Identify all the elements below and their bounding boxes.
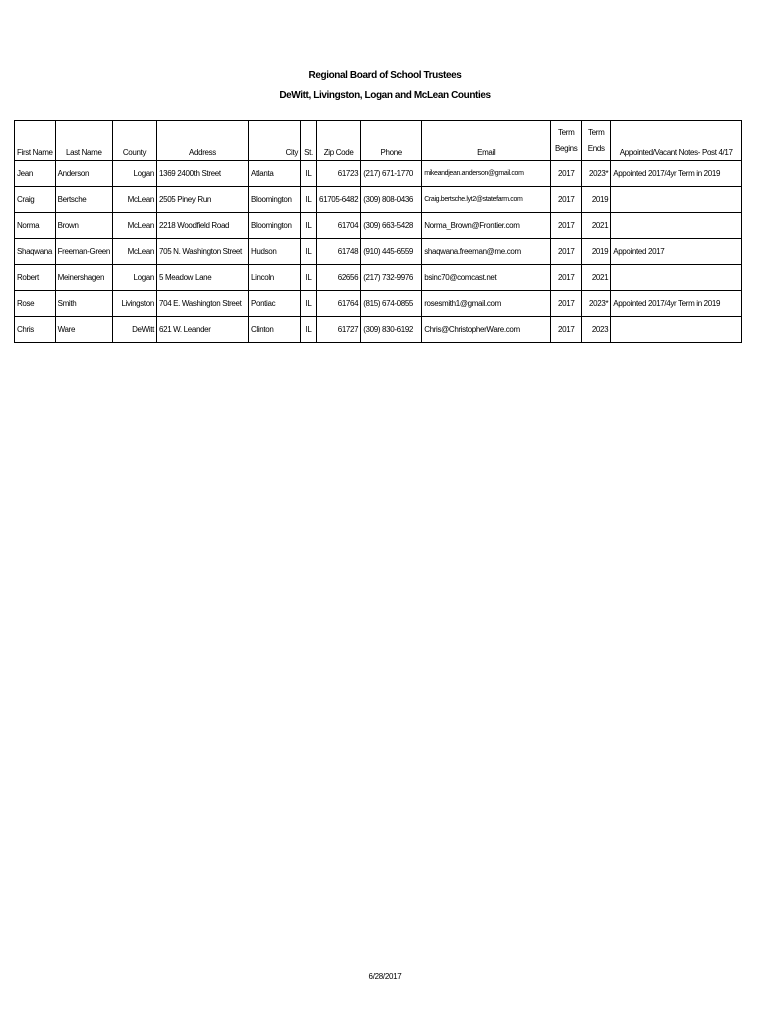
col-state: St. [301,121,317,161]
cell-city: Atlanta [249,161,301,187]
col-address: Address [157,121,249,161]
cell-county: Logan [113,265,157,291]
cell-term-begins: 2017 [551,187,582,213]
cell-term-ends: 2021 [582,265,611,291]
cell-first-name: Craig [15,187,56,213]
cell-term-begins: 2017 [551,317,582,343]
header-row [15,121,742,161]
cell-address: 621 W. Leander [157,317,249,343]
cell-zip: 61704 [317,213,361,239]
cell-zip: 62656 [317,265,361,291]
cell-first-name: Chris [15,317,56,343]
cell-city: Bloomington [249,213,301,239]
cell-county: McLean [113,213,157,239]
cell-term-ends: 2023* [582,291,611,317]
cell-email: shaqwana.freeman@me.com [422,239,551,265]
table-row [15,187,742,213]
cell-last-name: Anderson [55,161,112,187]
cell-first-name: Shaqwana [15,239,56,265]
col-county: County [113,121,157,161]
cell-phone: (309) 830-6192 [361,317,422,343]
cell-county: Livingston [113,291,157,317]
cell-notes: Appointed 2017 [611,239,742,265]
cell-zip: 61748 [317,239,361,265]
cell-first-name: Rose [15,291,56,317]
cell-state: IL [301,161,317,187]
cell-last-name: Freeman-Green [55,239,112,265]
trustees-table [14,120,742,343]
cell-city: Bloomington [249,187,301,213]
cell-state: IL [301,317,317,343]
cell-term-ends: 2021 [582,213,611,239]
col-zip: Zip Code [317,121,361,161]
cell-term-begins: 2017 [551,265,582,291]
cell-notes [611,187,742,213]
cell-first-name: Norma [15,213,56,239]
document-title: Regional Board of School Trustees [308,70,462,81]
cell-term-begins: 2017 [551,213,582,239]
term-begins-line1: Term [558,128,575,137]
cell-first-name: Jean [15,161,56,187]
table-row [15,161,742,187]
cell-address: 2218 Woodfield Road [157,213,249,239]
cell-last-name: Ware [55,317,112,343]
cell-term-begins: 2017 [551,291,582,317]
cell-last-name: Meinershagen [55,265,112,291]
cell-state: IL [301,187,317,213]
cell-address: 1369 2400th Street [157,161,249,187]
cell-zip: 61723 [317,161,361,187]
cell-term-begins: 2017 [551,239,582,265]
cell-county: DeWitt [113,317,157,343]
col-email: Email [422,121,551,161]
cell-zip: 61764 [317,291,361,317]
col-last-name: Last Name [55,121,112,161]
table-row [15,265,742,291]
cell-phone: (910) 445-6559 [361,239,422,265]
cell-email: bsinc70@comcast.net [422,265,551,291]
cell-state: IL [301,291,317,317]
cell-last-name: Smith [55,291,112,317]
cell-state: IL [301,265,317,291]
cell-email: Chris@ChristopherWare.com [422,317,551,343]
col-notes: Appointed/Vacant Notes- Post 4/17 [611,121,742,161]
cell-zip: 61727 [317,317,361,343]
cell-city: Pontiac [249,291,301,317]
cell-term-begins: 2017 [551,161,582,187]
cell-county: Logan [113,161,157,187]
cell-address: 704 E. Washington Street [157,291,249,317]
cell-last-name: Bertsche [55,187,112,213]
cell-email: mikeandjean.anderson@gmail.com [422,161,551,187]
cell-phone: (815) 674-0855 [361,291,422,317]
cell-notes: Appointed 2017/4yr Term in 2019 [611,291,742,317]
cell-county: McLean [113,187,157,213]
col-city: City [249,121,301,161]
col-first-name: First Name [15,121,56,161]
cell-first-name: Robert [15,265,56,291]
cell-notes [611,317,742,343]
cell-zip: 61705-6482 [317,187,361,213]
cell-state: IL [301,213,317,239]
cell-email: rosesmith1@gmail.com [422,291,551,317]
cell-email: Norma_Brown@Frontier.com [422,213,551,239]
cell-address: 705 N. Washington Street [157,239,249,265]
cell-term-ends: 2019 [582,239,611,265]
term-ends-line2: Ends [587,144,605,153]
cell-address: 5 Meadow Lane [157,265,249,291]
cell-city: Hudson [249,239,301,265]
table-row [15,291,742,317]
cell-last-name: Brown [55,213,112,239]
term-ends-line1: Term [588,128,605,137]
document-subtitle: DeWitt, Livingston, Logan and McLean Counties [279,90,491,101]
cell-city: Lincoln [249,265,301,291]
col-term-ends [582,121,611,161]
cell-county: McLean [113,239,157,265]
cell-notes: Appointed 2017/4yr Term in 2019 [611,161,742,187]
col-phone: Phone [361,121,422,161]
cell-notes [611,213,742,239]
col-term-begins [551,121,582,161]
cell-phone: (217) 732-9976 [361,265,422,291]
cell-address: 2505 Piney Run [157,187,249,213]
cell-term-ends: 2023 [582,317,611,343]
cell-phone: (309) 808-0436 [361,187,422,213]
table-row [15,317,742,343]
term-begins-line2: Begins [555,144,578,153]
footer-date: 6/28/2017 [368,972,402,981]
cell-phone: (217) 671-1770 [361,161,422,187]
cell-term-ends: 2023* [582,161,611,187]
table-row [15,213,742,239]
cell-term-ends: 2019 [582,187,611,213]
cell-phone: (309) 663-5428 [361,213,422,239]
table-row [15,239,742,265]
cell-state: IL [301,239,317,265]
cell-city: Clinton [249,317,301,343]
cell-email: Craig.bertsche.lyt2@statefarm.com [422,187,551,213]
cell-notes [611,265,742,291]
